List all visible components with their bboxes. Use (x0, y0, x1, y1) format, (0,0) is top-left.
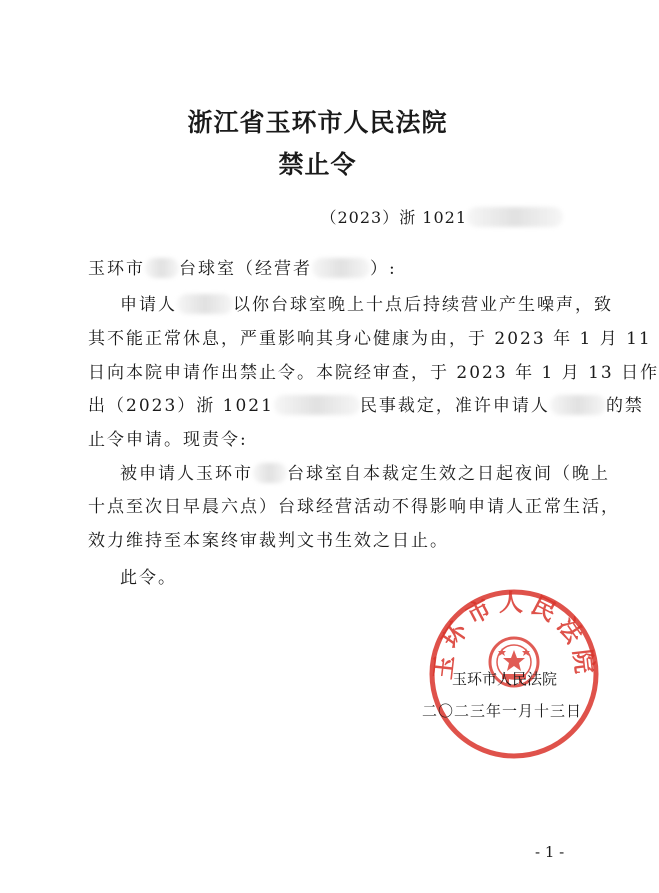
paragraph-1-line-2: 其不能正常休息，严重影响其身心健康为由，于 2023 年 1 月 11 (88, 329, 652, 349)
paragraph-1-line-3: 日向本院申请作出禁止令。本院经审查，于 2023 年 1 月 13 日作 (88, 363, 659, 383)
document-title: 禁止令 (278, 150, 357, 179)
text-span: 以你台球室晚上十点后持续营业产生噪声，致 (233, 295, 613, 315)
text-span: 民事裁定，准许申请人 (359, 396, 550, 416)
addressee-middle: 台球室（经营者 (179, 259, 312, 279)
text-span: 的禁 (605, 396, 644, 416)
paragraph-2-line-1 (120, 459, 640, 484)
redacted-operator (312, 258, 370, 278)
page-number: - 1 - (535, 843, 565, 861)
addressee-prefix: 玉环市 (88, 259, 145, 279)
paragraph-1-line-4 (88, 391, 644, 416)
court-title: 浙江省玉环市人民法院 (187, 108, 448, 137)
seal-text: 玉环市人民法院 (428, 588, 600, 681)
text-span: 出（2023）浙 1021 (88, 396, 274, 416)
redacted-case-suffix (274, 395, 360, 415)
text-span: 申请人 (120, 295, 177, 315)
redacted-name (253, 463, 287, 483)
paragraph-2-line-2: 十点至次日早晨六点）台球经营活动不得影响申请人正常生活， (88, 497, 620, 517)
paragraph-1-line-5: 止令申请。现责令: (88, 430, 248, 450)
closing-text: 此令。 (120, 568, 177, 588)
paragraph-2-line-3: 效力维持至本案终审裁判文书生效之日止。 (88, 531, 449, 551)
signing-court-name: 玉环市人民法院 (452, 670, 558, 688)
text-span: 台球室自本裁定生效之日起夜间（晚上 (287, 464, 610, 484)
case-number (320, 205, 563, 228)
case-number-text: （2023）浙 1021 (320, 208, 467, 227)
redacted-name (145, 258, 179, 278)
signing-date: 二〇二三年一月十三日 (422, 702, 583, 720)
addressee-line (88, 254, 608, 279)
paragraph-1-line-1 (120, 290, 640, 315)
redacted-case-suffix (467, 207, 563, 227)
redacted-applicant (177, 294, 233, 314)
svg-text:玉环市人民法院 (428, 588, 600, 681)
addressee-suffix: ）: (370, 259, 397, 279)
text-span: 被申请人玉环市 (120, 464, 253, 484)
redacted-applicant (550, 395, 606, 415)
